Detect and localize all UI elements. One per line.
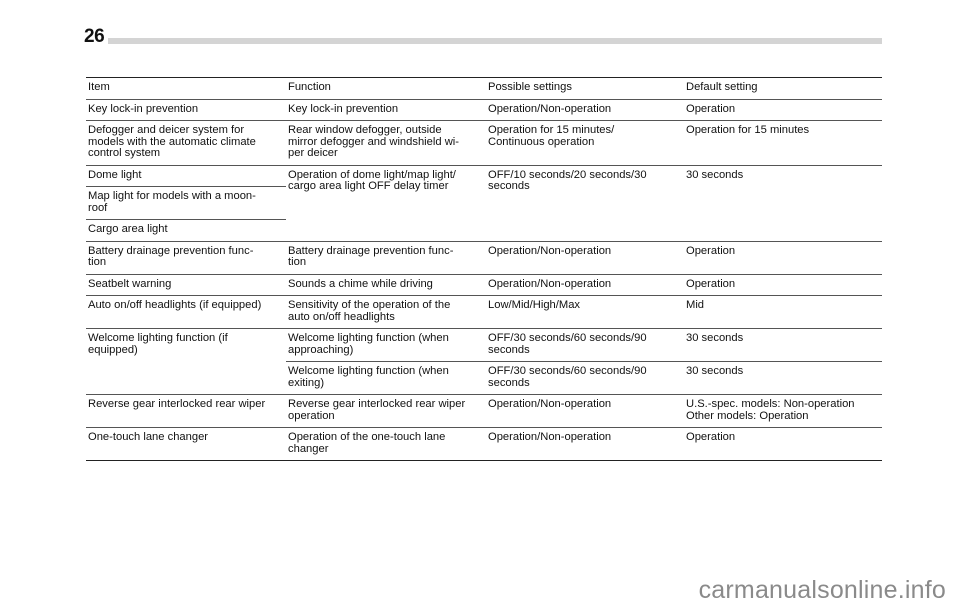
cell-function: Rear window defogger, outside mirror defogger and windshield wi- per deicer: [286, 121, 486, 166]
cell-item: Auto on/off headlights (if equipped): [86, 296, 286, 329]
header-rule: [108, 38, 882, 44]
cell-settings: Operation for 15 minutes/ Continuous operation: [486, 121, 684, 166]
table-row: [86, 428, 882, 461]
table-row: [86, 296, 882, 329]
cell-function: Welcome lighting function (when exiting): [286, 362, 486, 395]
cell-item: Map light for models with a moon- roof: [86, 187, 286, 220]
cell-default: 30 seconds: [684, 165, 882, 241]
table-row: [86, 274, 882, 296]
table-row: [86, 165, 882, 187]
header-function: Function: [286, 78, 486, 100]
settings-table: [86, 77, 882, 461]
cell-item: Defogger and deicer system for models with the automatic climate control system: [86, 121, 286, 166]
cell-function: Sensitivity of the operation of the auto on/off headlights: [286, 296, 486, 329]
cell-default: Operation: [684, 274, 882, 296]
header-possible-settings: Possible settings: [486, 78, 684, 100]
cell-default: Mid: [684, 296, 882, 329]
cell-item: Seatbelt warning: [86, 274, 286, 296]
cell-settings: OFF/30 seconds/60 seconds/90 seconds: [486, 329, 684, 362]
cell-function: Battery drainage prevention func- tion: [286, 241, 486, 274]
cell-default: 30 seconds: [684, 329, 882, 362]
cell-function: Operation of the one-touch lane changer: [286, 428, 486, 461]
cell-settings: Operation/Non-operation: [486, 99, 684, 121]
cell-default: Operation for 15 minutes: [684, 121, 882, 166]
cell-default: Operation: [684, 241, 882, 274]
cell-settings: Low/Mid/High/Max: [486, 296, 684, 329]
page-number: 26: [84, 26, 105, 47]
cell-item: One-touch lane changer: [86, 428, 286, 461]
cell-function: Welcome lighting function (when approaching): [286, 329, 486, 362]
cell-settings: OFF/10 seconds/20 seconds/30 seconds: [486, 165, 684, 241]
cell-settings: Operation/Non-operation: [486, 395, 684, 428]
cell-function: Reverse gear interlocked rear wiper operation: [286, 395, 486, 428]
cell-settings: Operation/Non-operation: [486, 241, 684, 274]
cell-default: 30 seconds: [684, 362, 882, 395]
cell-item: Battery drainage prevention func- tion: [86, 241, 286, 274]
table-row: [86, 241, 882, 274]
table-row: [86, 395, 882, 428]
header-default-setting: Default setting: [684, 78, 882, 100]
table-row: [86, 329, 882, 362]
cell-settings: Operation/Non-operation: [486, 428, 684, 461]
watermark: carmanualsonline.info: [698, 576, 946, 604]
table-row: [86, 99, 882, 121]
cell-item: Key lock-in prevention: [86, 99, 286, 121]
cell-function: Key lock-in prevention: [286, 99, 486, 121]
cell-default: Operation: [684, 99, 882, 121]
table-header-row: [86, 78, 882, 100]
cell-item: Cargo area light: [86, 220, 286, 242]
table-row: [86, 121, 882, 166]
cell-function: Operation of dome light/map light/ cargo area light OFF delay timer: [286, 165, 486, 241]
cell-settings: Operation/Non-operation: [486, 274, 684, 296]
cell-default: Operation: [684, 428, 882, 461]
cell-function: Sounds a chime while driving: [286, 274, 486, 296]
cell-item: Reverse gear interlocked rear wiper: [86, 395, 286, 428]
cell-settings: OFF/30 seconds/60 seconds/90 seconds: [486, 362, 684, 395]
cell-default: U.S.-spec. models: Non-operation Other models: Operation: [684, 395, 882, 428]
cell-item: Dome light: [86, 165, 286, 187]
header-item: Item: [86, 78, 286, 100]
cell-item: Welcome lighting function (if equipped): [86, 329, 286, 395]
